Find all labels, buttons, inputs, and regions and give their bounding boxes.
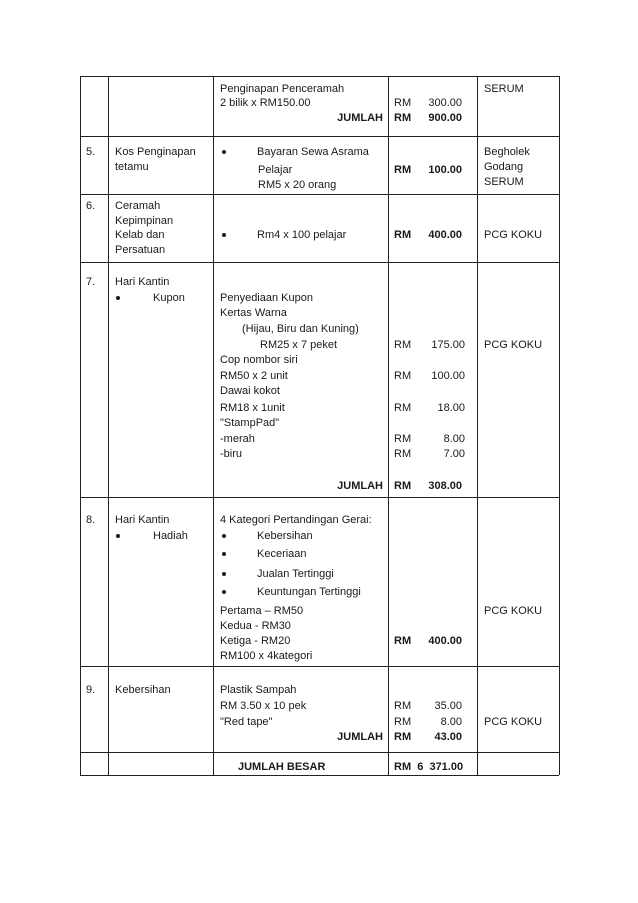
row-divider: [80, 752, 559, 753]
item-name: Kelab dan: [115, 229, 165, 241]
funding-source: SERUM: [484, 83, 524, 95]
amount-value: 175.00: [431, 339, 465, 351]
row-divider: [80, 497, 559, 498]
row-divider: [80, 262, 559, 263]
currency-label: RM: [394, 635, 412, 647]
bullet-icon: [116, 296, 120, 300]
row-number: 8.: [86, 514, 96, 526]
currency-label: RM: [394, 229, 412, 241]
item-description: RM 3.50 x 10 pek: [220, 700, 307, 712]
item-name: Hari Kantin: [115, 276, 170, 288]
item-name: tetamu: [115, 161, 149, 173]
funding-source: PCG KOKU: [484, 605, 543, 617]
item-name: Kebersihan: [115, 684, 171, 696]
item-description: "Red tape": [220, 716, 273, 728]
item-name: Persatuan: [115, 244, 166, 256]
item-description: Penyediaan Kupon: [220, 292, 313, 304]
bullet-icon: [222, 552, 226, 556]
item-description: "StampPad": [220, 417, 280, 429]
funding-source: PCG KOKU: [484, 716, 543, 728]
funding-source: SERUM: [484, 176, 524, 188]
bullet-icon: [222, 150, 226, 154]
amount-value: 8.00: [440, 716, 462, 728]
prize-item: Kedua - RM30: [220, 620, 291, 632]
item-description: RM5 x 20 orang: [258, 179, 337, 191]
prize-item: Pertama – RM50: [220, 605, 304, 617]
item-description: 2 bilik x RM150.00: [220, 97, 311, 109]
amount-value: 43.00: [434, 731, 462, 743]
currency-label: RM: [394, 164, 412, 176]
subtotal-label: JUMLAH: [337, 112, 383, 124]
amount-value: 7.00: [443, 448, 465, 460]
item-name: Kepimpinan: [115, 215, 174, 227]
row-divider: [80, 194, 559, 195]
row-divider: [80, 136, 559, 137]
grand-total-label: JUMLAH BESAR: [238, 761, 326, 773]
item-description: (Hijau, Biru dan Kuning): [242, 323, 359, 335]
amount-value: 400.00: [428, 229, 462, 241]
subtotal-label: JUMLAH: [337, 731, 383, 743]
item-description: RM25 x 7 peket: [260, 339, 338, 351]
currency-label: RM: [394, 97, 412, 109]
column-divider: [477, 76, 478, 775]
item-description: Pelajar: [258, 164, 293, 176]
column-divider: [80, 76, 81, 775]
item-description: Penginapan Penceramah: [220, 83, 345, 95]
amount-value: 8.00: [443, 433, 465, 445]
currency-label: RM: [394, 480, 412, 492]
funding-source: Godang: [484, 161, 524, 173]
amount-value: 100.00: [431, 370, 465, 382]
currency-label: RM: [394, 112, 412, 124]
item-description: Cop nombor siri: [220, 354, 298, 366]
row-divider: [80, 76, 559, 77]
amount-value: 100.00: [428, 164, 462, 176]
row-divider: [80, 775, 559, 776]
subtotal-label: JUMLAH: [337, 480, 383, 492]
item-description: Plastik Sampah: [220, 684, 297, 696]
bullet-icon: [222, 572, 226, 576]
funding-source: Begholek: [484, 146, 530, 158]
item-description: Rm4 x 100 pelajar: [257, 229, 347, 241]
item-description: RM18 x 1unit: [220, 402, 285, 414]
item-name: Kupon: [153, 292, 185, 304]
currency-label: RM: [394, 339, 412, 351]
currency-label: RM: [394, 402, 412, 414]
amount-value: 308.00: [428, 480, 462, 492]
prize-item: Ketiga - RM20: [220, 635, 291, 647]
column-divider: [213, 76, 214, 775]
amount-value: 300.00: [428, 97, 462, 109]
currency-label: RM: [394, 716, 412, 728]
item-name: Hari Kantin: [115, 514, 170, 526]
item-name: Hadiah: [153, 530, 188, 542]
bullet-icon: [116, 534, 120, 538]
column-divider: [388, 76, 389, 775]
item-name: Ceramah: [115, 200, 161, 212]
category-item: Kebersihan: [257, 530, 313, 542]
row-divider: [80, 666, 559, 667]
row-number: 9.: [86, 684, 96, 696]
row-number: 7.: [86, 276, 96, 288]
currency-label: RM: [394, 731, 412, 743]
category-item: Jualan Tertinggi: [257, 568, 334, 580]
amount-value: 900.00: [428, 112, 462, 124]
column-divider: [559, 76, 560, 775]
item-description: -biru: [220, 448, 243, 460]
column-divider: [108, 76, 109, 775]
currency-label: RM: [394, 448, 412, 460]
amount-value: 400.00: [428, 635, 462, 647]
item-description: -merah: [220, 433, 255, 445]
currency-label: RM: [394, 700, 412, 712]
row-number: 5.: [86, 146, 96, 158]
bullet-icon: [222, 233, 226, 237]
funding-source: PCG KOKU: [484, 229, 543, 241]
category-item: Keceriaan: [257, 548, 307, 560]
item-description: Kertas Warna: [220, 307, 287, 319]
row-number: 6.: [86, 200, 96, 212]
item-name: Kos Penginapan: [115, 146, 196, 158]
item-description: RM50 x 2 unit: [220, 370, 288, 382]
category-item: Keuntungan Tertinggi: [257, 586, 361, 598]
currency-label: RM: [394, 370, 412, 382]
bullet-icon: [222, 534, 226, 538]
currency-label: RM: [394, 433, 412, 445]
amount-value: 35.00: [434, 700, 462, 712]
grand-total-value: RM 6 371.00: [394, 761, 464, 773]
funding-source: PCG KOKU: [484, 339, 543, 351]
item-description: Dawai kokot: [220, 385, 280, 397]
bullet-icon: [222, 590, 226, 594]
item-description: 4 Kategori Pertandingan Gerai:: [220, 514, 372, 526]
item-description: Bayaran Sewa Asrama: [257, 146, 369, 158]
prize-item: RM100 x 4kategori: [220, 650, 313, 662]
amount-value: 18.00: [437, 402, 465, 414]
